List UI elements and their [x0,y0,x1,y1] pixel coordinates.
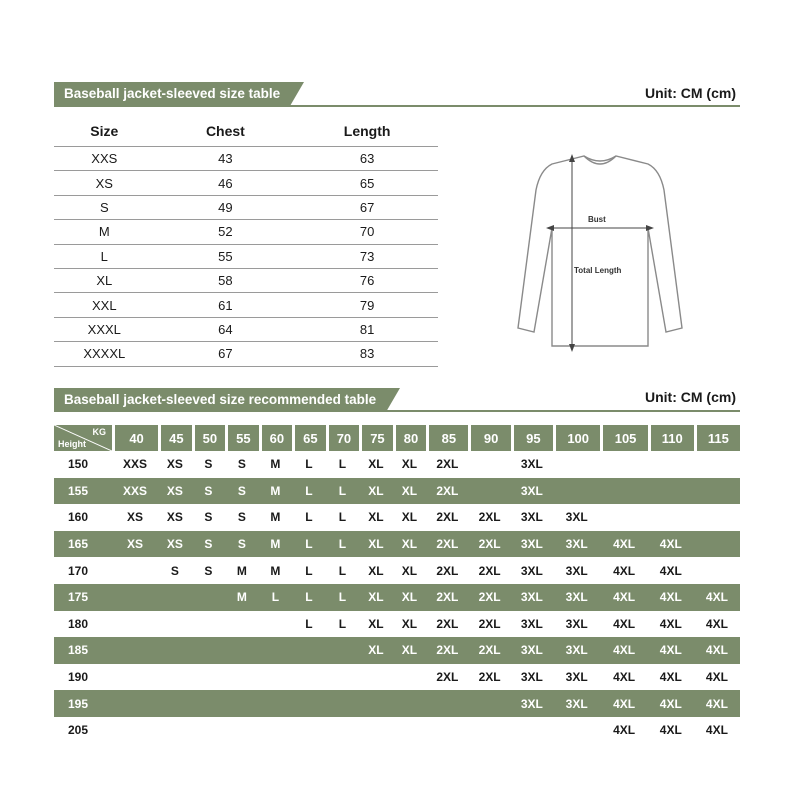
size-recommendation-cell: 4XL [600,584,647,611]
size-recommendation-cell [112,664,158,691]
weight-header: 105 [600,425,647,451]
size-recommendation-cell: 4XL [600,690,647,717]
size-recommendation-cell [292,664,326,691]
size-recommendation-cell [553,717,600,744]
weight-header: 65 [292,425,326,451]
size-recommendation-cell [259,637,293,664]
size-recommendation-cell [225,690,259,717]
size-recommendation-cell [694,478,740,505]
size-recommendation-cell [112,584,158,611]
size-recommendation-cell [192,690,226,717]
size-recommendation-cell [158,637,192,664]
weight-header: 45 [158,425,192,451]
shirt-diagram [500,150,700,355]
size-recommendation-cell: XL [368,563,384,578]
size-recommendation-cell [112,690,158,717]
corner-cell [54,425,112,451]
size-recommendation-cell: 2XL [468,584,510,611]
size-recommendation-cell: S [237,457,246,472]
size-recommendation-cell: 2XL [478,510,501,525]
size-recommendation-cell: XS [112,531,158,558]
size-recommendation-cell [468,690,510,717]
size-recommendation-cell: 3XL [553,690,600,717]
size-recommendation-cell: 2XL [436,457,459,472]
height-cell: 175 [54,584,112,611]
size-recommendation-cell [326,664,360,691]
height-row [54,504,740,531]
weight-header: 50 [192,425,226,451]
chest-cell: 46 [155,171,297,195]
height-cell: 160 [68,510,89,525]
size-recommendation-cell: 4XL [659,616,682,631]
chest-cell: 64 [155,317,297,341]
size-cell: XXXL [54,317,155,341]
size-recommendation-cell [158,690,192,717]
size-recommendation-cell: 2XL [478,616,501,631]
size-cell: XXXXL [54,342,155,366]
chest-cell: 61 [155,293,297,317]
height-row [54,717,740,744]
size-recommendation-cell [112,717,158,744]
length-cell: 81 [296,317,438,341]
length-cell: 73 [296,244,438,268]
size-recommendation-cell: 4XL [659,563,682,578]
size-recommendation-cell: M [259,531,293,558]
length-cell: 67 [296,195,438,219]
size-recommendation-cell: XL [359,584,393,611]
size-recommendation-cell [192,611,226,638]
size-recommendation-cell: XXS [112,478,158,505]
height-row [54,478,740,505]
size-header: Size [90,123,119,139]
size-recommendation-cell [648,451,694,478]
chest-cell: 55 [155,244,297,268]
size-recommendation-cell: 4XL [694,690,740,717]
size-recommendation-cell: 2XL [468,531,510,558]
size-recommendation-cell: 4XL [705,723,728,738]
chest-cell: 43 [155,147,297,171]
size-recommendation-cell: L [292,531,326,558]
size-recommendation-cell: 4XL [613,723,636,738]
size-table-header-row [54,116,438,147]
size-recommendation-cell: 4XL [694,637,740,664]
size-recommendation-cell [192,637,226,664]
height-cell: 195 [54,690,112,717]
size-recommendation-cell [359,717,393,744]
size-recommendation-cell: 3XL [520,616,543,631]
size-recommendation-cell: 2XL [468,637,510,664]
size-cell: M [54,220,155,244]
size-recommendation-cell: S [192,478,226,505]
length-cell: 65 [296,171,438,195]
height-cell: 185 [54,637,112,664]
size-recommendation-cell [326,717,360,744]
size-recommendation-cell: XS [158,478,192,505]
size-recommendation-cell [694,557,740,584]
size-recommendation-cell [600,504,647,531]
size-recommendation-cell: XL [401,563,418,578]
height-row [54,611,740,638]
size-recommendation-cell: S [225,531,259,558]
weight-header: 115 [694,425,740,451]
size-recommendation-cell: XS [127,510,144,525]
size-recommendation-cell: XL [368,510,384,525]
size-recommendation-cell: 2XL [426,584,468,611]
size-recommendation-cell: 4XL [648,531,694,558]
size-recommendation-cell [468,478,510,505]
size-row [54,268,438,292]
weight-header: 110 [648,425,694,451]
size-recommendation-cell: 3XL [511,690,553,717]
weight-header: 85 [426,425,468,451]
size-recommendation-cell: 2XL [426,637,468,664]
chest-cell: 52 [155,220,297,244]
size-recommendation-cell: XL [401,510,418,525]
size-recommendation-cell: M [270,457,281,472]
size-recommendation-cell [600,451,647,478]
size-recommendation-cell [259,717,293,744]
size-recommendation-cell [158,584,192,611]
chest-cell: 49 [155,195,297,219]
weight-header: 90 [468,425,510,451]
size-recommendation-cell: 3XL [520,563,543,578]
size-recommendation-cell [694,531,740,558]
kg-label: KG [92,427,106,437]
size-recommendation-cell: 3XL [565,616,588,631]
size-recommendation-cell: S [192,531,226,558]
size-recommendation-cell: 4XL [613,616,636,631]
size-recommendation-cell: L [305,510,313,525]
size-recommendation-cell [694,504,740,531]
height-row [54,531,740,558]
height-cell: 165 [54,531,112,558]
size-cell: XXL [54,293,155,317]
size-recommendation-cell: S [204,510,213,525]
size-recommendation-cell: 4XL [705,670,728,685]
size-recommendation-cell: XS [166,457,183,472]
size-recommendation-cell: 3XL [520,510,543,525]
size-recommendation-cell: L [326,531,360,558]
size-recommendation-cell: S [237,510,246,525]
size-recommendation-cell: S [170,563,179,578]
rec-table-rule [54,410,740,412]
size-recommendation-cell: XL [401,457,418,472]
size-recommendation-cell [259,664,293,691]
size-recommendation-cell [600,478,647,505]
size-recommendation-cell [393,690,427,717]
size-recommendation-cell: 2XL [436,616,459,631]
size-recommendation-cell [192,717,226,744]
size-recommendation-cell: 4XL [694,584,740,611]
size-recommendation-cell [468,717,510,744]
size-recommendation-cell [112,637,158,664]
size-table-unit: Unit: CM (cm) [645,85,736,101]
size-recommendation-cell [511,717,553,744]
size-row [54,293,438,317]
size-recommendation-cell: XL [368,457,384,472]
size-recommendation-cell: XL [359,478,393,505]
size-recommendation-cell: M [236,563,247,578]
size-cell: XS [54,171,155,195]
length-cell: 63 [296,147,438,171]
size-recommendation-cell: 4XL [659,670,682,685]
size-recommendation-cell: 4XL [600,637,647,664]
size-recommendation-cell: 2XL [426,478,468,505]
size-recommendation-cell [259,690,293,717]
size-recommendation-cell: 2XL [436,563,459,578]
weight-header: 60 [259,425,293,451]
size-recommendation-cell [694,451,740,478]
size-recommendation-cell: 4XL [600,531,647,558]
weight-header-row [54,425,740,451]
height-row [54,584,740,611]
size-recommendation-cell [192,664,226,691]
size-recommendation-cell: 4XL [613,563,636,578]
size-recommendation-cell: XL [368,616,384,631]
size-recommendation-cell: 4XL [648,690,694,717]
height-label: Height [58,439,86,449]
shirt-outline [518,156,682,346]
weight-header: 95 [511,425,553,451]
size-recommendation-cell: 4XL [705,616,728,631]
length-arrow-bottom [569,344,575,352]
chest-cell: 67 [155,342,297,366]
rec-table-unit: Unit: CM (cm) [645,389,736,405]
size-recommendation-cell [359,664,393,691]
size-cell: XXS [54,147,155,171]
size-recommendation-cell [359,690,393,717]
size-recommendation-cell: M [225,584,259,611]
size-cell: XL [54,268,155,292]
weight-header: 80 [393,425,427,451]
weight-header: 75 [359,425,393,451]
height-cell: 170 [68,563,89,578]
size-recommendation-cell: 4XL [648,584,694,611]
size-recommendation-cell: 2XL [478,563,501,578]
height-row [54,690,740,717]
size-recommendation-cell: 3XL [520,457,543,472]
size-recommendation-cell [326,637,360,664]
weight-header: 100 [553,425,600,451]
size-recommendation-cell [426,690,468,717]
size-recommendation-cell: XL [393,478,427,505]
height-row [54,451,740,478]
size-recommendation-cell [292,637,326,664]
recommended-table [54,425,740,744]
size-recommendation-cell: 2XL [426,531,468,558]
weight-header: 40 [112,425,158,451]
total-length-label: Total Length [574,266,622,275]
size-recommendation-cell: XL [393,637,427,664]
size-recommendation-cell: 3XL [565,510,588,525]
size-row [54,342,438,366]
size-recommendation-cell: L [338,563,347,578]
length-header: Length [343,123,391,139]
size-recommendation-cell [648,478,694,505]
size-recommendation-cell [158,664,192,691]
size-recommendation-cell: XL [359,531,393,558]
size-row [54,171,438,195]
height-row [54,557,740,584]
size-recommendation-cell: XL [401,616,418,631]
size-recommendation-cell: M [270,563,281,578]
size-recommendation-cell: 2XL [478,670,501,685]
height-cell: 180 [68,616,89,631]
size-recommendation-cell: 3XL [511,637,553,664]
size-recommendation-cell: 3XL [565,563,588,578]
size-recommendation-cell: S [204,563,213,578]
size-recommendation-cell: M [270,510,281,525]
size-row [54,195,438,219]
size-recommendation-cell: XS [158,531,192,558]
size-recommendation-cell: 3XL [565,670,588,685]
size-recommendation-cell [112,557,158,584]
size-recommendation-cell [553,478,600,505]
size-recommendation-cell: S [225,478,259,505]
size-recommendation-cell: 3XL [511,478,553,505]
size-recommendation-cell: 4XL [659,723,682,738]
height-cell: 190 [68,670,89,685]
size-recommendation-cell: L [338,616,347,631]
size-recommendation-cell [326,690,360,717]
size-recommendation-cell: L [338,510,347,525]
size-recommendation-cell [112,611,158,638]
size-row [54,244,438,268]
size-recommendation-cell: L [305,563,313,578]
size-recommendation-cell [648,504,694,531]
size-recommendation-cell: L [305,457,313,472]
size-recommendation-cell: 3XL [553,531,600,558]
size-recommendation-cell: 4XL [648,637,694,664]
size-recommendation-cell: XXS [123,457,148,472]
size-recommendation-cell: M [259,478,293,505]
size-row [54,147,438,171]
size-recommendation-cell [292,690,326,717]
height-cell: 205 [68,723,89,738]
height-row [54,637,740,664]
size-recommendation-cell: 3XL [511,531,553,558]
size-recommendation-cell: XL [359,637,393,664]
size-recommendation-cell: 2XL [436,510,459,525]
size-recommendation-cell [393,664,427,691]
size-recommendation-cell: S [204,457,213,472]
size-recommendation-cell: 4XL [613,670,636,685]
size-recommendation-cell: L [326,478,360,505]
size-recommendation-cell [192,584,226,611]
size-recommendation-cell: 3XL [520,670,543,685]
rec-table-title: Baseball jacket-sleeved size recommended table [54,388,386,412]
size-recommendation-cell: L [326,584,360,611]
size-recommendation-cell: L [292,478,326,505]
size-recommendation-cell: XL [393,584,427,611]
size-recommendation-cell [393,717,427,744]
size-recommendation-cell: XS [166,510,183,525]
size-recommendation-cell [225,637,259,664]
size-recommendation-cell [158,717,192,744]
size-recommendation-cell [158,611,192,638]
size-table-title: Baseball jacket-sleeved size table [54,82,290,106]
size-table-rule [54,105,740,107]
size-recommendation-cell: L [259,584,293,611]
size-recommendation-cell [259,611,293,638]
size-recommendation-cell: 3XL [553,637,600,664]
size-recommendation-cell: 2XL [436,670,459,685]
size-recommendation-cell [468,451,510,478]
size-table [54,116,438,367]
size-row [54,220,438,244]
length-cell: 83 [296,342,438,366]
chest-cell: 58 [155,268,297,292]
size-recommendation-cell [225,717,259,744]
bust-label: Bust [588,215,606,224]
height-cell: 150 [68,457,89,472]
size-cell: L [54,244,155,268]
length-cell: 76 [296,268,438,292]
size-recommendation-cell: 3XL [553,584,600,611]
size-cell: S [54,195,155,219]
size-recommendation-cell: L [338,457,347,472]
size-recommendation-cell [553,451,600,478]
size-recommendation-cell [225,611,259,638]
size-recommendation-cell: L [292,584,326,611]
size-recommendation-cell [225,664,259,691]
length-cell: 70 [296,220,438,244]
length-cell: 79 [296,293,438,317]
height-row [54,664,740,691]
size-recommendation-cell: XL [393,531,427,558]
size-recommendation-cell [292,717,326,744]
weight-header: 70 [326,425,360,451]
weight-header: 55 [225,425,259,451]
chest-header: Chest [205,123,245,139]
size-row [54,317,438,341]
size-recommendation-cell [426,717,468,744]
size-recommendation-cell: L [305,616,313,631]
size-recommendation-cell: 3XL [511,584,553,611]
height-cell: 155 [54,478,112,505]
